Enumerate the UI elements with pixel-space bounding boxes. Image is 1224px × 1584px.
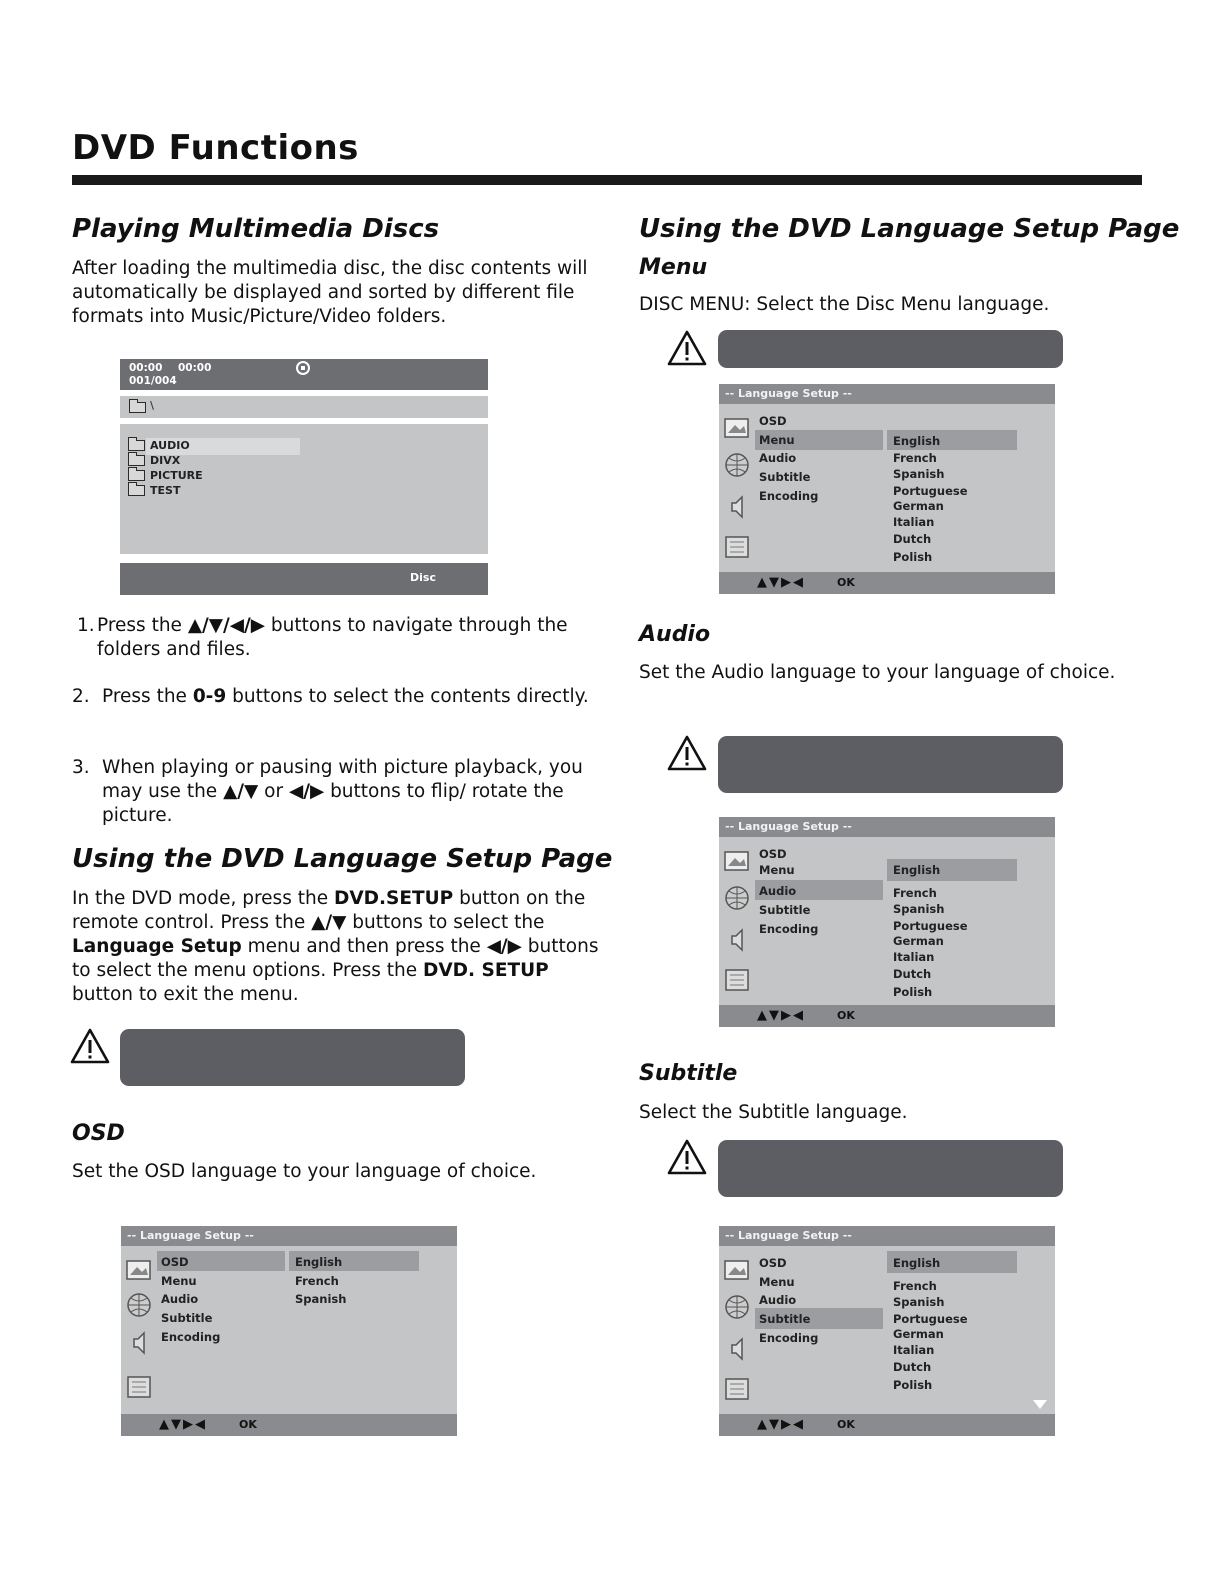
language-option[interactable]: French	[893, 451, 937, 465]
nav-arrows-hint: ▲▼▶◀	[757, 1008, 805, 1023]
language-option[interactable]: German	[893, 934, 944, 948]
subtitle-heading: Subtitle	[639, 1061, 738, 1086]
folder-icon	[128, 485, 145, 496]
language-option[interactable]: Italian	[893, 515, 935, 529]
osd-text: Set the OSD language to your language of choice.	[72, 1161, 537, 1182]
language-setup-instructions: In the DVD mode, press the DVD.SETUP button on the remote control. Press the ▲/▼ buttons to select the Language Setup menu and then press the ◀/▶ buttons to select the menu options. Press the DVD. SETUP button to exit the menu.	[72, 888, 599, 1005]
nav-arrows-hint: ▲▼▶◀	[757, 575, 805, 590]
title-rule	[72, 175, 1142, 185]
language-option[interactable]: French	[295, 1274, 339, 1288]
language-setup-title: -- Language Setup --	[121, 1226, 457, 1246]
language-option[interactable]: English	[893, 1256, 941, 1270]
general-settings-icon	[124, 1258, 154, 1284]
step-text: Press the ▲/▼/◀/▶ buttons to navigate through the folders and files.	[97, 615, 568, 660]
option-osd[interactable]: OSD	[161, 1255, 189, 1269]
language-setup-title: -- Language Setup --	[719, 1226, 1055, 1246]
warning-icon	[667, 735, 707, 771]
language-option[interactable]: German	[893, 499, 944, 513]
audio-speaker-icon	[124, 1330, 154, 1356]
option-audio[interactable]: Audio	[161, 1292, 199, 1306]
option-menu[interactable]: Menu	[759, 433, 795, 447]
language-option[interactable]: Portuguese	[893, 484, 968, 498]
language-setup-screen-audio	[719, 817, 1055, 1027]
menu-text: DISC MENU: Select the Disc Menu language.	[639, 294, 1050, 315]
source-label: Disc	[410, 571, 436, 584]
option-osd[interactable]: OSD	[759, 414, 787, 428]
folder-icon	[129, 402, 146, 413]
ok-hint: OK	[239, 1418, 257, 1431]
language-option[interactable]: English	[893, 863, 941, 877]
option-audio[interactable]: Audio	[759, 1293, 797, 1307]
file-browser-screen	[120, 359, 488, 595]
language-setup-screen-subtitle	[719, 1226, 1055, 1436]
section-heading-language-setup: Using the DVD Language Setup Page	[72, 844, 613, 874]
video-settings-icon	[722, 1376, 752, 1402]
file-browser-statusbar	[120, 563, 488, 595]
warning-note-box	[120, 1029, 465, 1086]
option-menu[interactable]: Menu	[759, 1275, 795, 1289]
audio-text: Set the Audio language to your language of choice.	[639, 662, 1116, 683]
warning-note-box	[718, 330, 1063, 368]
option-osd[interactable]: OSD	[759, 1256, 787, 1270]
osd-heading: OSD	[72, 1121, 125, 1146]
language-option[interactable]: French	[893, 886, 937, 900]
option-menu[interactable]: Menu	[759, 863, 795, 877]
menu-heading: Menu	[639, 255, 708, 280]
language-option[interactable]: English	[893, 434, 941, 448]
general-settings-icon	[722, 849, 752, 875]
option-encoding[interactable]: Encoding	[161, 1330, 221, 1344]
language-globe-icon	[722, 885, 752, 911]
audio-speaker-icon	[722, 494, 752, 520]
language-option[interactable]: Italian	[893, 1343, 935, 1357]
language-option[interactable]: Portuguese	[893, 1312, 968, 1326]
time-total: 00:00	[178, 362, 212, 374]
option-audio[interactable]: Audio	[759, 451, 797, 465]
step-number: 3.	[72, 757, 90, 778]
option-subtitle[interactable]: Subtitle	[759, 903, 811, 917]
file-browser-topbar	[120, 359, 488, 390]
scroll-down-arrow-icon[interactable]	[1033, 1400, 1047, 1409]
language-option[interactable]: Spanish	[893, 467, 945, 481]
language-option[interactable]: Dutch	[893, 1360, 932, 1374]
folder-item[interactable]: DIVX	[150, 454, 181, 467]
language-option[interactable]: Spanish	[893, 902, 945, 916]
file-browser-path-bar	[120, 396, 488, 418]
folder-item[interactable]: TEST	[150, 484, 181, 497]
language-option[interactable]: Polish	[893, 550, 933, 564]
option-menu[interactable]: Menu	[161, 1274, 197, 1288]
section-intro-multimedia: After loading the multimedia disc, the disc contents will automatically be displayed and sorted by different file formats into Music/Picture/Video folders.	[72, 258, 588, 327]
video-settings-icon	[722, 967, 752, 993]
language-option[interactable]: Polish	[893, 1378, 933, 1392]
language-option[interactable]: German	[893, 1327, 944, 1341]
option-subtitle[interactable]: Subtitle	[759, 1312, 811, 1326]
step-number: 2.	[72, 686, 90, 707]
language-option[interactable]: Portuguese	[893, 919, 968, 933]
option-encoding[interactable]: Encoding	[759, 1331, 819, 1345]
general-settings-icon	[722, 416, 752, 442]
subtitle-text: Select the Subtitle language.	[639, 1102, 908, 1123]
folder-icon	[128, 440, 145, 451]
ok-hint: OK	[837, 576, 855, 589]
ok-hint: OK	[837, 1009, 855, 1022]
warning-icon	[70, 1028, 110, 1064]
folder-icon	[128, 455, 145, 466]
video-settings-icon	[124, 1374, 154, 1400]
audio-speaker-icon	[722, 927, 752, 953]
folder-item[interactable]: PICTURE	[150, 469, 203, 482]
audio-heading: Audio	[639, 622, 711, 647]
step-number: 1.	[77, 615, 95, 636]
video-settings-icon	[722, 534, 752, 560]
language-option[interactable]: French	[893, 1279, 937, 1293]
option-encoding[interactable]: Encoding	[759, 922, 819, 936]
language-option[interactable]: English	[295, 1255, 343, 1269]
warning-icon	[667, 1139, 707, 1175]
language-setup-footer	[719, 572, 1055, 594]
language-setup-title: -- Language Setup --	[719, 817, 1055, 837]
warning-icon	[667, 330, 707, 366]
nav-arrows-hint: ▲▼▶◀	[159, 1417, 207, 1432]
language-globe-icon	[722, 452, 752, 478]
option-subtitle[interactable]: Subtitle	[759, 470, 811, 484]
ok-hint: OK	[837, 1418, 855, 1431]
section-heading-playing-multimedia: Playing Multimedia Discs	[72, 214, 440, 244]
language-option[interactable]: Dutch	[893, 967, 932, 981]
track-counter: 001/004	[129, 375, 177, 387]
time-elapsed: 00:00	[129, 362, 163, 374]
folder-item[interactable]: AUDIO	[150, 439, 190, 452]
option-encoding[interactable]: Encoding	[759, 489, 819, 503]
language-setup-footer	[121, 1414, 457, 1436]
audio-speaker-icon	[722, 1336, 752, 1362]
language-option[interactable]: Spanish	[893, 1295, 945, 1309]
step-text: Press the 0-9 buttons to select the contents directly.	[102, 686, 589, 707]
option-osd[interactable]: OSD	[759, 847, 787, 861]
step-text: When playing or pausing with picture playback, you may use the ▲/▼ or ◀/▶ buttons to flip/ rotate the picture.	[102, 757, 583, 826]
right-section-heading: Using the DVD Language Setup Page	[639, 214, 1180, 244]
language-globe-icon	[722, 1294, 752, 1320]
warning-note-box	[718, 736, 1063, 793]
language-setup-screen-osd	[121, 1226, 457, 1436]
language-setup-title: -- Language Setup --	[719, 384, 1055, 404]
language-option[interactable]: Polish	[893, 985, 933, 999]
stop-icon	[296, 361, 310, 375]
language-option[interactable]: Dutch	[893, 532, 932, 546]
option-subtitle[interactable]: Subtitle	[161, 1311, 213, 1325]
warning-note-box	[718, 1140, 1063, 1197]
general-settings-icon	[722, 1258, 752, 1284]
language-globe-icon	[124, 1292, 154, 1318]
folder-icon	[128, 470, 145, 481]
language-option[interactable]: Spanish	[295, 1292, 347, 1306]
language-setup-screen-menu	[719, 384, 1055, 594]
nav-arrows-hint: ▲▼▶◀	[757, 1417, 805, 1432]
language-setup-footer	[719, 1005, 1055, 1027]
language-setup-footer	[719, 1414, 1055, 1436]
page-title: DVD Functions	[72, 128, 359, 168]
language-option[interactable]: Italian	[893, 950, 935, 964]
current-path: \	[150, 399, 155, 412]
option-audio[interactable]: Audio	[759, 884, 797, 898]
file-browser-list	[120, 424, 488, 554]
